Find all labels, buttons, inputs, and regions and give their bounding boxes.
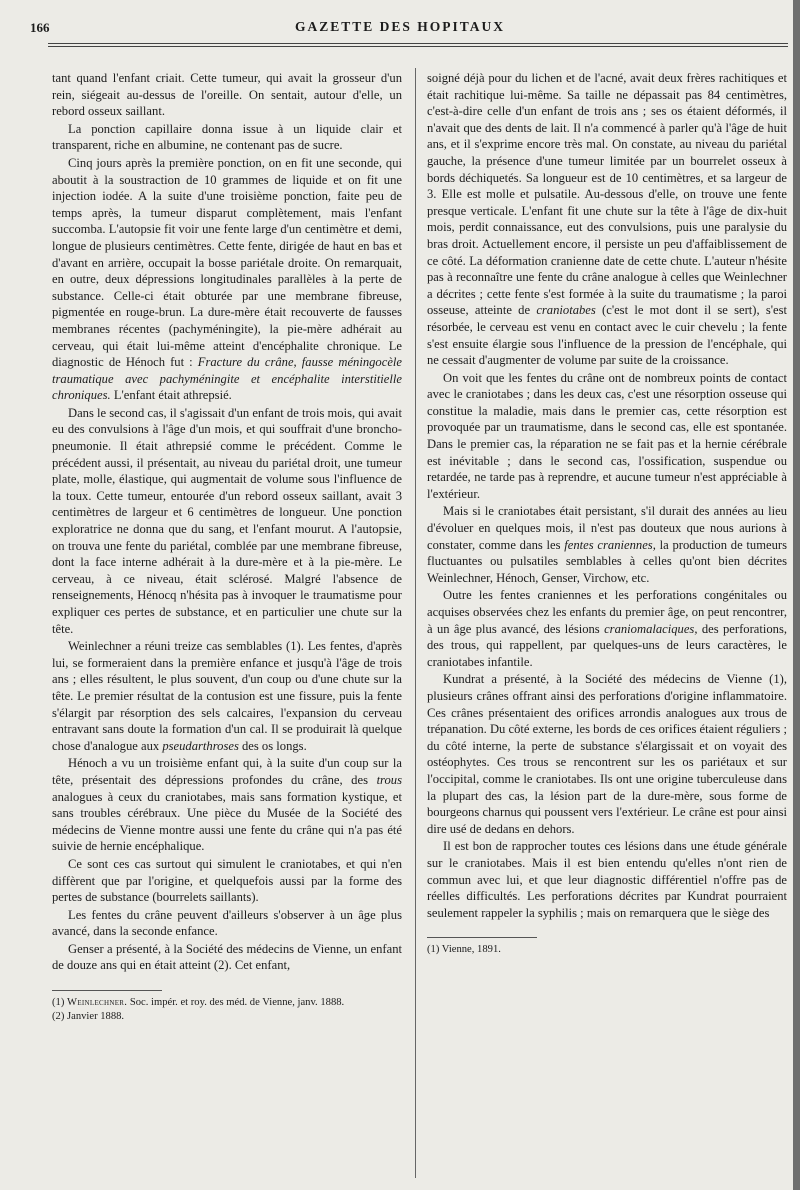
footnote: (1) Vienne, 1891. — [427, 944, 501, 956]
paragraph: Cinq jours après la première ponction, on en fit une seconde, qui aboutit à la soustraction de 10 grammes de liquide et on fit une injection iodée. A la suite d'une troisième ponction, faite peu de temps après, la tumeur disparut complètement, mais l'enfant succomba. L'autopsie fit voir une fente large d'un centimètre et demi, longue de plusieurs centimètres. Cette fente, dirigée de haut en bas et d'avant en arrière, occupait la bosse pariétale droite. On remarquait, en outre, deux dépressions longitudinales parallèles à la perte de substance. Celle-ci était obturée par une membrane fibreuse, pigmentée en rouge-brun. La dure-mère était recouverte de fausses membranes récentes (pachyméningite), la pie-mère adhérait au cerveau, qui était lui-même atteint d'encéphalite chronique. Le diagnostic de Hénoch fut : Fracture du crâne, fausse méningocèle traumatique avec pachyméningite et encéphalite interstitielle chroniques. L'enfant était athrepsié. — [52, 155, 402, 403]
header-rule — [48, 43, 788, 44]
header-rule-double — [48, 46, 788, 47]
paragraph: Ce sont ces cas surtout qui simulent le craniotabes, et qui n'en diffèrent que par l'origine, et quelquefois aussi par la forme des pertes de substance (bourrelets saillants). — [52, 856, 402, 905]
column-divider — [415, 68, 416, 1178]
paragraph: Outre les fentes craniennes et les perforations congénitales ou acquises observées chez les enfants du premier âge, on peut rencontrer, à un âge plus avancé, des lésions craniomalaciques, des perforations, des trous, qui rappellent, par quelques-uns de leurs caractères, le craniotabes infantile. — [427, 588, 788, 669]
paragraph: Les fentes du crâne peuvent d'ailleurs s'observer à un âge plus avancé, dans la seconde enfance. — [52, 907, 402, 939]
footnote: (1) Weinlechner. Soc. impér. et roy. des méd. de Vienne, janv. 1888. — [52, 997, 345, 1009]
footnote-rule — [427, 937, 537, 938]
paragraph: tant quand l'enfant criait. Cette tumeur, qui avait la grosseur d'un rein, siégeait au-dessus de l'oreille. On sentait, autour d'elle, un rebord osseux saillant. — [52, 71, 402, 119]
page-edge-shadow — [793, 0, 800, 1190]
paragraph: Weinlechner a réuni treize cas semblables (1). Les fentes, d'après lui, se formeraient dans la première enfance et jusqu'à l'âge de trois ans ; elles résultent, le plus souvent, d'un coup ou d'une chute sur la tête. Le premier résultat de la contusion est une fissure, puis la fente s'élargit par résorption des sels calcaires, l'expansion du cerveau entravant sans doute la formation d'un cal. Il se produirait là quelque chose d'analogue aux pseudarthroses des os longs. — [52, 639, 402, 753]
paragraph: Kundrat a présenté, à la Société des médecins de Vienne (1), plusieurs crânes offrant ainsi des perforations d'origine inflammatoire. Ces crânes présentaient des orifices arrondis analogues aux trous de trépanation. Du côté externe, les bords de ces orifices étaient réguliers ; du côté interne, la perte de substance s'élargissait et on voyait des ostéophytes. Ces trous se rencontrent sur les os pariétaux et sur l'occipital, comme le craniotabes. Ils ont une origine tuberculeuse dans la plupart des cas, la lésion part de la dure-mère, sous forme de bourgeons charnus qui poussent vers l'extérieur. Le crâne est pour ainsi dire usé de dedans en dehors. — [427, 672, 787, 836]
footnote: (2) Janvier 1888. — [52, 1011, 125, 1023]
paragraph: Genser a présenté, à la Société des médecins de Vienne, un enfant de douze ans qui en était atteint (2). Cet enfant, — [52, 941, 402, 973]
paragraph: Il est bon de rapprocher toutes ces lésions dans une étude générale sur le craniotabes. Mais il est bien entendu qu'elles n'ont rien de commun avec lui, et que leur diagnostic différentiel n'offre pas de réelles difficultés. Les perforations décrites par Kundrat pourraient seulement rappeler la syphilis ; mais on remarquera que le siège des — [427, 839, 787, 920]
paragraph: Dans le second cas, il s'agissait d'un enfant de trois mois, qui avait eu des convulsions à l'âge d'un mois, et qui souffrait d'une broncho-pneumonie. Il était athrepsié comme le précédent. Comme le précédent aussi, il présentait, au niveau du pariétal droit, une tumeur plate, molle, élastique, qui augmentait de volume sous l'influence de la toux. Cette tumeur, entourée d'un rebord osseux saillant, avait 3 centimètres de largeur et 6 centimètres de longueur. Une ponction exploratrice ne donna que du sang, et l'enfant mourut. A l'autopsie, on trouva une fente du pariétal, comblée par une membrane fibreuse, dont la face interne adhérait à la dure-mère et à la pie-mère. Le cerveau, à ce niveau, était sclérosé. Malgré l'absence de renseignements, Hénocq n'hésita pas à invoquer le traumatisme pour expliquer ces pertes de substance, et en particulier une chute sur la tête. — [52, 405, 403, 636]
right-column — [427, 70, 787, 957]
paragraph: La ponction capillaire donna issue à un liquide clair et transparent, riche en albumine, ne contenant pas de sucre. — [52, 121, 402, 153]
page-header — [30, 16, 770, 36]
paragraph: On voit que les fentes du crâne ont de nombreux points de contact avec le craniotabes ; dans les deux cas, c'est une résorption osseuse qui constitue la maladie, mais dans le premier cas, cette résorption est provoquée par un traumatisme, dans le second cas, elle est spontanée. Dans le premier cas, la réparation ne se fait pas et la hernie cérébrale est inévitable ; dans le second cas, l'ossification, suspendue ou retardée, ne tarde pas à reprendre, et aucune tumeur n'est appréciable à l'extérieur. — [427, 370, 787, 501]
page-number: 166 — [30, 20, 50, 35]
paragraph: Mais si le craniotabes était persistant, s'il durait des années au lieu d'évoluer en quelques mois, il n'est pas douteux que nous aurions à constater, comme dans les fentes craniennes, la production de tumeurs fluctuantes ou pulsatiles semblables à celles qu'ont bien décrites Weinlechner, Hénoch, Genser, Virchow, etc. — [427, 504, 787, 585]
paragraph: soigné déjà pour du lichen et de l'acné, avait deux frères rachitiques et était rachitique lui-même. Sa taille ne dépassait pas 84 centimètres, c'est-à-dire celle d'un enfant de trois ans ; ses os étaient déformés, il n'avait que des dents de lait. Il n'a commencé à parler qu'à l'âge de huit ans, et il s'exprime encore très mal. On constate, au niveau du pariétal gauche, la présence d'une tumeur limitée par un bourrelet osseux à bords déchiquetés. Sa longueur est de 10 centimètres, et sa largeur de 3. Elle est molle et pulsatile. Au-dessous d'elle, on trouve une fente presque verticale. L'enfant fit une chute sur la tête à l'âge de dix-huit mois, perdit connaissance, eut des convulsions, puis une paralysie du bras droit. Actuellement encore, il persiste un peu d'affaiblissement de ce côté. La déformation cranienne date de cette chute. L'auteur n'hésite pas à reconnaître une fente du crâne analogue à celles que Weinlechner a décrites ; cette fente s'est formée à la suite du traumatisme ; la paroi osseuse, atteinte de craniotabes (c'est le mot dont il se sert), s'est résorbée, le cerveau est venu en contact avec le cuir chevelu ; la fente s'est ensuite élargie sous l'influence de la pression de l'encéphale, qui ne cessait d'augmenter de volume par suite de la croissance. — [427, 71, 788, 368]
paragraph: Hénoch a vu un troisième enfant qui, à la suite d'un coup sur la tête, présentait des dépressions profondes du crâne, des trous analogues à ceux du craniotabes, mais sans formation kystique, et sans troubles cérébraux. Une pièce du Musée de la Société des médecins de Vienne montre aussi une fente du crâne qui n'a pas été suivie de hernie encéphalique. — [52, 756, 402, 854]
left-column — [52, 70, 402, 1024]
footnote-rule — [52, 990, 162, 991]
italic-diagnosis: Fracture du crâne, fausse méningocèle traumatique avec pachyméningite et encéphalite interstitielle chroniques. — [52, 355, 402, 403]
running-title: GAZETTE DES HOPITAUX — [294, 19, 506, 34]
